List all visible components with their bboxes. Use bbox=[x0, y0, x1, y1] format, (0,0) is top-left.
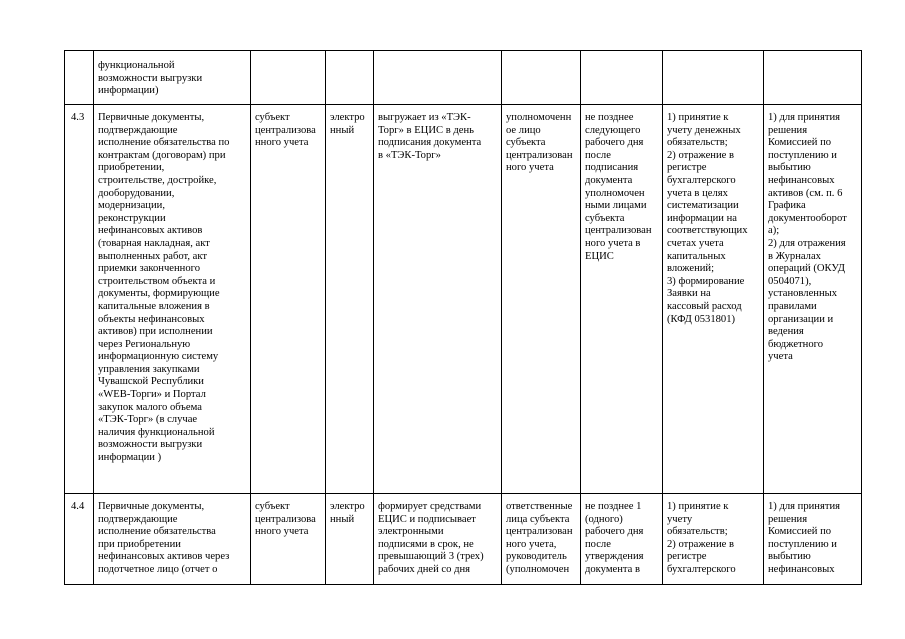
signer-cell: ответственные лица субъекта централизован ного учета, руководитель (уполномочен bbox=[502, 494, 581, 585]
signer-cell bbox=[502, 51, 581, 105]
deadline-cell: не позднее 1 (одного) рабочего дня после утверждения документа в bbox=[581, 494, 663, 585]
action-cell: формирует средствами ЕЦИС и подписывает электронными подписями в срок, не превышающий 3 (трех) рабочих дней со дня bbox=[374, 494, 502, 585]
responsible-cell: субъект централизова нного учета bbox=[251, 494, 326, 585]
document-cell: Первичные документы, подтверждающие исполнение обязательства при приобретении нефинансовых активов через подотчетное лицо (отчет о bbox=[94, 494, 251, 585]
usage-cell: 1) для принятия решения Комиссией по поступлению и выбытию нефинансовых активов (см. п. 6 Графика документооборот а); 2) для отражения в Журналах операций (ОКУД 0504071), установленных правилами организации и ведения бюджетного учета bbox=[764, 105, 862, 494]
table-row bbox=[65, 51, 862, 105]
row-number bbox=[65, 51, 94, 105]
purpose-cell: 1) принятие к учету денежных обязательств; 2) отражение в регистре бухгалтерского учета в целях систематизации информации на соответствующих счетах учета капитальных вложений; 3) формирование Заявки на кассовый расход (КФД 0531801) bbox=[663, 105, 764, 494]
document-table bbox=[64, 50, 862, 585]
table-row bbox=[65, 494, 862, 585]
usage-cell bbox=[764, 51, 862, 105]
deadline-cell bbox=[581, 51, 663, 105]
format-cell bbox=[326, 51, 374, 105]
document-cell: Первичные документы, подтверждающие исполнение обязательства по контрактам (договорам) при приобретении, строительстве, достройке, дооборудовании, модернизации, реконструкции нефинансовых активов (товарная накладная, акт выполненных работ, акт приемки законченного строительством объекта и документы, формирующие капитальные вложения в объекты нефинансовых активов) при исполнении через Региональную информационную систему управления закупками Чувашской Республики «WEB-Торги» и Портал закупок малого объема «ТЭК-Торг» (в случае наличия функциональной возможности выгрузки информации ) bbox=[94, 105, 251, 494]
table-row bbox=[65, 105, 862, 494]
responsible-cell bbox=[251, 51, 326, 105]
responsible-cell: субъект централизова нного учета bbox=[251, 105, 326, 494]
row-number: 4.3 bbox=[65, 105, 94, 494]
format-cell: электро нный bbox=[326, 494, 374, 585]
usage-cell: 1) для принятия решения Комиссией по поступлению и выбытию нефинансовых bbox=[764, 494, 862, 585]
signer-cell: уполномоченн ое лицо субъекта централизован ного учета bbox=[502, 105, 581, 494]
format-cell: электро нный bbox=[326, 105, 374, 494]
row-number: 4.4 bbox=[65, 494, 94, 585]
purpose-cell bbox=[663, 51, 764, 105]
purpose-cell: 1) принятие к учету обязательств; 2) отражение в регистре бухгалтерского bbox=[663, 494, 764, 585]
action-cell: выгружает из «ТЭК- Торг» в ЕЦИС в день подписания документа в «ТЭК-Торг» bbox=[374, 105, 502, 494]
document-cell: функциональной возможности выгрузки информации) bbox=[94, 51, 251, 105]
deadline-cell: не позднее следующего рабочего дня после подписания документа уполномочен ными лицами субъекта централизован ного учета в ЕЦИС bbox=[581, 105, 663, 494]
action-cell bbox=[374, 51, 502, 105]
